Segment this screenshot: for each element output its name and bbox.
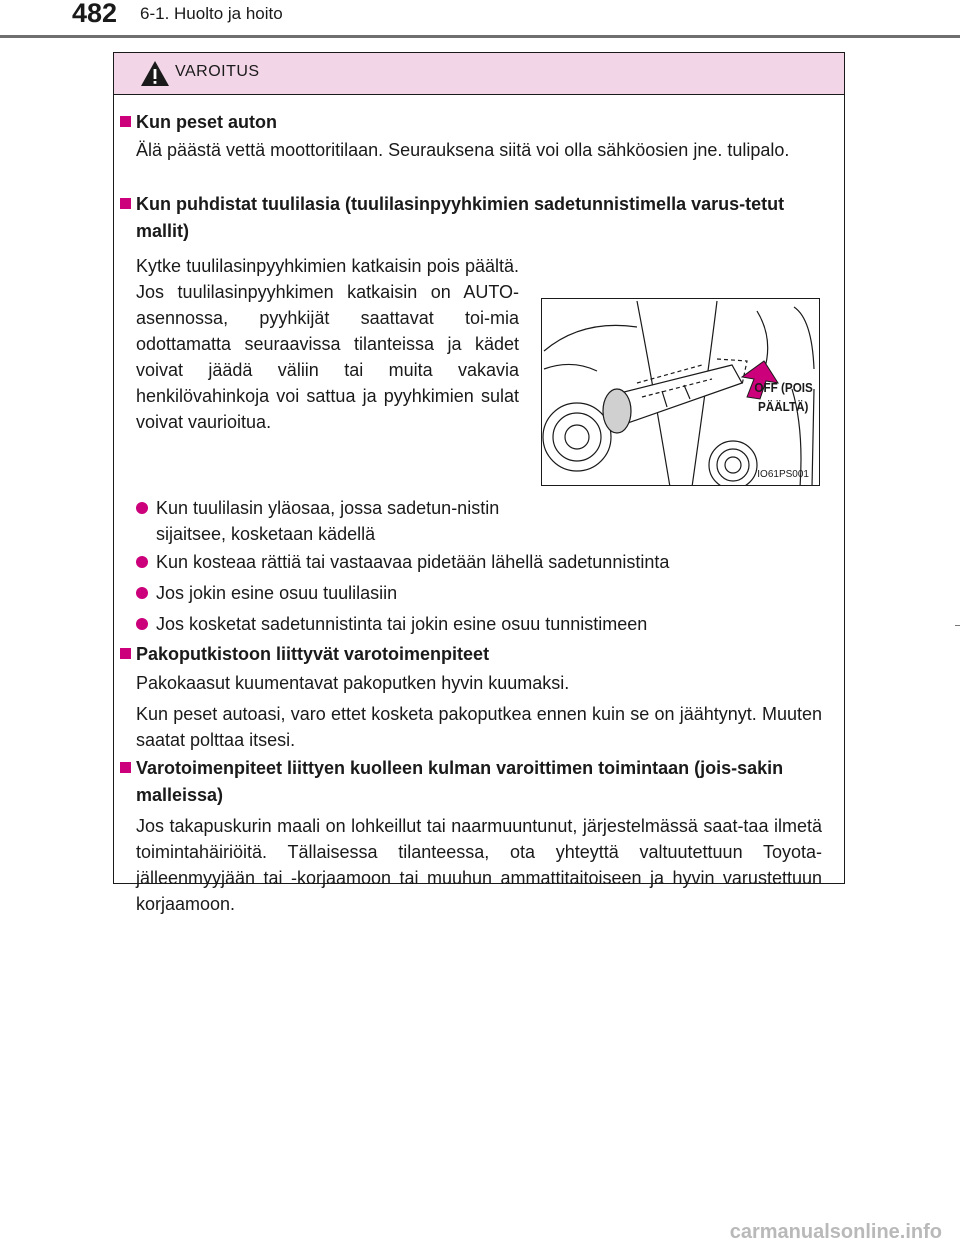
square-bullet-icon (120, 116, 131, 127)
paragraph-car-wash: Älä päästä vettä moottoritilaan. Seurauksena siitä voi olla sähköosien jne. tulipalo. (136, 140, 790, 160)
round-bullet-icon (136, 587, 148, 599)
bullet-text: Jos jokin esine osuu tuulilasiin (156, 583, 398, 603)
square-bullet-icon (120, 198, 131, 209)
callout-off-label-2: PÄÄLTÄ) (758, 399, 809, 415)
bullet-text: Kun tuulilasin yläosaa, jossa sadetun-nistin sijaitsee, kosketaan kädellä (156, 498, 500, 544)
wiper-switch-figure (541, 298, 820, 486)
warning-label: VAROITUS (175, 63, 260, 80)
wiper-lever-illustration (542, 299, 820, 486)
heading-text: Pakoputkistoon liittyvät varotoimenpiteet (136, 644, 490, 664)
square-bullet-icon (120, 762, 131, 773)
round-bullet-icon (136, 502, 148, 514)
heading-text: Varotoimenpiteet liittyen kuolleen kulman varoittimen toimintaan (jois-sakin malleissa) (136, 758, 784, 805)
warning-triangle-icon (140, 60, 170, 87)
bullet-text: Jos kosketat sadetunnistinta tai jokin esine osuu tunnistimeen (156, 614, 648, 634)
bullet-text: Kun kosteaa rättiä tai vastaavaa pidetään lähellä sadetunnistinta (156, 552, 670, 572)
paragraph-wiper-switch: Kytke tuulilasinpyyhkimien katkaisin pois päältä. Jos tuulilasinpyyhkimen katkaisin on AUTO-asennossa, pyyhkijät saattavat toi-mia odottamatta seuraavissa tilanteissa ja kädet voivat jäädä väliin tai muita vakavia henkilövahinkoja voi sattua ja pyyhkimien sulat voivat vaurioitua. (136, 256, 519, 432)
heading-text: Kun puhdistat tuulilasia (tuulilasinpyyhkimien sadetunnistimella varus-tetut mallit) (136, 194, 785, 241)
paragraph-blind-spot: Jos takapuskurin maali on lohkeillut tai naarmuuntunut, järjestelmässä saat-taa ilmetä toimintahäiriöitä. Tällaisessa tilanteessa, ota yhteyttä valtuutettuun Toyota-jälleenmyyjään tai -korjaamoon tai muuhun ammattitaitoiseen ja hyvin varustettuun korjaamoon. (136, 816, 822, 914)
section-title: 6-1. Huolto ja hoito (140, 4, 283, 23)
watermark: carmanualsonline.info (729, 1221, 942, 1243)
square-bullet-icon (120, 648, 131, 659)
bullet-item (136, 549, 669, 575)
figure-code: IO61PS001 (757, 469, 809, 480)
header-divider (0, 35, 960, 38)
warning-header (114, 53, 844, 95)
page-number: 482 (72, 0, 118, 28)
paragraph-exhaust-1: Pakokaasut kuumentavat pakoputken hyvin kuumaksi. (136, 673, 570, 693)
paragraph-exhaust-2: Kun peset autoasi, varo ettet kosketa pakoputkea ennen kuin se on jäähtynyt. Muuten saatat polttaa itsesi. (136, 704, 822, 750)
warning-box (113, 52, 845, 914)
heading-windshield-cleaning (120, 191, 836, 245)
bullet-item (136, 580, 397, 606)
heading-car-wash (120, 109, 836, 136)
callout-off-label: OFF (POIS (754, 380, 813, 396)
edge-mark (955, 625, 960, 626)
heading-exhaust (120, 641, 836, 668)
bullet-item (136, 611, 647, 637)
heading-text: Kun peset auton (136, 112, 278, 132)
round-bullet-icon (136, 618, 148, 630)
bullet-item (136, 495, 532, 547)
round-bullet-icon (136, 556, 148, 568)
heading-blind-spot (120, 755, 836, 809)
